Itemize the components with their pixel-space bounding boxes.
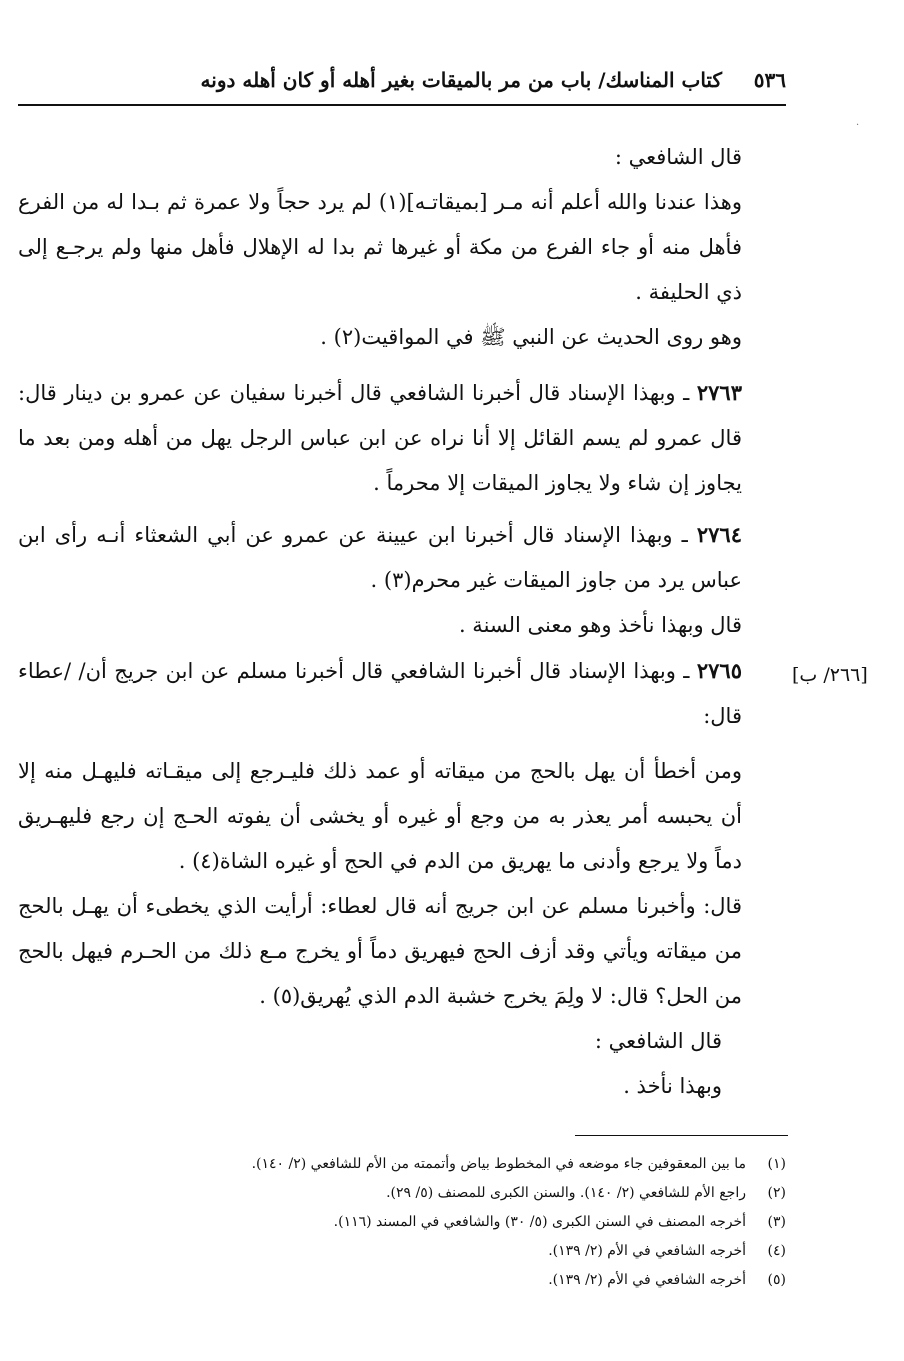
hadith-2765	[18, 648, 786, 739]
hadith-number: ٢٧٦٤	[696, 522, 742, 547]
footnotes	[18, 1150, 786, 1295]
hadith-number: ٢٧٦٥	[696, 658, 742, 683]
footnote-text: ما بين المعقوفين جاء موضعه في المخطوط بياض وأتممته من الأم للشافعي (٢/ ١٤٠).	[251, 1156, 746, 1172]
speaker-label: قال الشافعي :	[594, 1029, 722, 1053]
manuscript-folio-ref: [٢٦٦/ ب]	[792, 664, 868, 686]
hadith-2763	[18, 370, 786, 506]
footnote-text: أخرجه المصنف في السنن الكبرى (٥/ ٣٠) والشافعي في المسند (١١٦).	[333, 1214, 746, 1230]
hadith-number: ٢٧٦٣	[696, 380, 742, 405]
footnote-text: راجع الأم للشافعي (٢/ ١٤٠). والسنن الكبرى للمصنف (٥/ ٢٩).	[386, 1185, 746, 1201]
footnote-mark: (٤)	[767, 1243, 786, 1259]
footnote	[18, 1179, 786, 1208]
paragraph: وهو روى الحديث عن النبي ﷺ في المواقيت(٢) .	[320, 325, 742, 349]
paragraph: ومن أخطأ أن يهل بالحج من ميقاته أو عمد ذلك فليـرجع إلى ميقـاته فليهـل منه إلا أن يحبسه أمر يعذر به من وجع أو غيره أو يخشى أن يفوته الحـج إن رجع فليهـريق دماً ولا يرجع وأدنى ما يهريق من الدم في الحج أو غيره الشاة(٤) .	[18, 759, 742, 873]
header-rule	[18, 104, 786, 106]
hadith-text: ـ وبهذا الإسناد قال أخبرنا الشافعي قال أخبرنا سفيان عن عمرو بن دينار قال: قال عمرو لم يسم القائل إلا أنا نراه عن ابن عباس الرجل يهل من أهله ومن بعد ما يجاوز إن شاء ولا يجاوز الميقات إلا محرماً .	[18, 381, 742, 495]
speaker-label: قال الشافعي :	[614, 145, 742, 169]
page-number: ٥٣٦	[753, 68, 786, 92]
scan-mark: ·	[856, 120, 860, 131]
footnote-text: أخرجه الشافعي في الأم (٢/ ١٣٩).	[548, 1272, 746, 1288]
footnote-text: أخرجه الشافعي في الأم (٢/ ١٣٩).	[548, 1243, 746, 1259]
footnote-rule	[575, 1135, 788, 1136]
hadith-text: ـ وبهذا الإسناد قال أخبرنا ابن عيينة عن عمرو عن أبي الشعثاء أنـه رأى ابن عباس يرد من جاوز الميقات غير محرم(٣) .	[18, 523, 742, 592]
footnote-mark: (٣)	[767, 1214, 786, 1230]
paragraph: قال وبهذا نأخذ وهو معنى السنة .	[458, 613, 742, 637]
paragraph: قال: وأخبرنا مسلم عن ابن جريج أنه قال لعطاء: أرأيت الذي يخطىء أن يهـل بالحج من ميقاته ويأتي وقد أزف الحج فيهريق دماً أو يخرج مـع ذلك من الحـرم فيهل بالحج من الحل؟ قال: لا ولِمَ يخرج خشبة الدم الذي يُهريق(٥) .	[18, 894, 742, 1008]
paragraph: وهذا عندنا والله أعلم أنه مـر [بميقاتـه](١) لم يرد حجاً ولا عمرة ثم بـدا له من الفرع فأهل منه أو جاء الفرع من مكة أو غيرها ثم بدا له الإهلال فأهل منها ولم يرجـع إلى ذي الحليفة .	[18, 190, 742, 304]
running-header	[18, 62, 786, 102]
footnote	[18, 1208, 786, 1237]
footnote-mark: (١)	[767, 1156, 786, 1172]
hadith-2764	[18, 512, 786, 603]
footnote-mark: (٥)	[767, 1272, 786, 1288]
chapter-title: كتاب المناسك/ باب من مر بالميقات بغير أهله أو كان أهله دونه	[200, 68, 722, 92]
paragraph: وبهذا نأخذ .	[623, 1074, 722, 1098]
footnote	[18, 1266, 786, 1295]
main-text	[18, 135, 786, 1109]
hadith-text: ـ وبهذا الإسناد قال أخبرنا الشافعي قال أخبرنا مسلم عن ابن جريج أن/ /عطاء قال:	[18, 659, 742, 728]
footnote-mark: (٢)	[767, 1185, 786, 1201]
footnote	[18, 1150, 786, 1179]
footnote	[18, 1237, 786, 1266]
